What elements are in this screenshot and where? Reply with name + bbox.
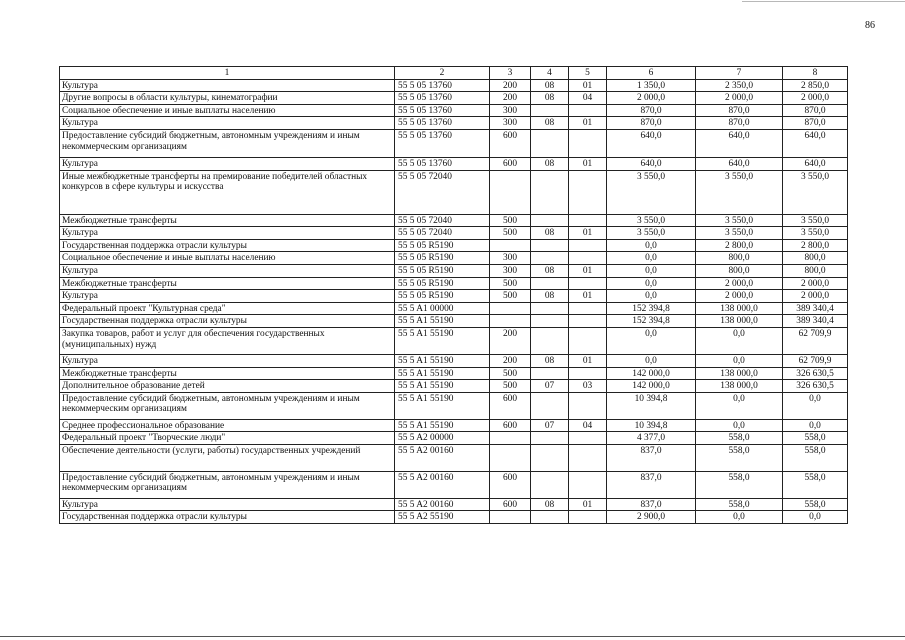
amount-cell-7: 640,0 [696,157,783,170]
code-cell: 55 5 05 13760 [395,104,490,117]
type-cell: 200 [490,354,531,367]
amount-cell-7: 2 000,0 [696,290,783,303]
section-cell [531,392,569,419]
amount-cell-6: 0,0 [607,354,696,367]
col-header-3: 3 [490,67,531,80]
amount-cell-7: 800,0 [696,264,783,277]
name-cell: Культура [60,354,395,367]
amount-cell-7: 640,0 [696,129,783,157]
section-cell: 08 [531,264,569,277]
amount-cell-8: 640,0 [783,157,848,170]
type-cell: 200 [490,92,531,105]
amount-cell-6: 0,0 [607,264,696,277]
amount-cell-6: 837,0 [607,444,696,471]
subsection-cell [569,104,607,117]
type-cell: 600 [490,392,531,419]
section-cell [531,104,569,117]
amount-cell-7: 3 550,0 [696,214,783,227]
subsection-cell [569,471,607,498]
code-cell: 55 5 A1 55190 [395,315,490,328]
type-cell [490,170,531,214]
name-cell: Другие вопросы в области культуры, кинематографии [60,92,395,105]
table-row [60,214,848,227]
amount-cell-7: 870,0 [696,104,783,117]
amount-cell-7: 2 350,0 [696,79,783,92]
code-cell: 55 5 05 R5190 [395,252,490,265]
budget-table-container [59,66,847,524]
section-cell: 08 [531,92,569,105]
table-row [60,367,848,380]
amount-cell-6: 0,0 [607,239,696,252]
subsection-cell [569,277,607,290]
amount-cell-7: 0,0 [696,511,783,524]
name-cell: Культура [60,117,395,130]
code-cell: 55 5 05 13760 [395,117,490,130]
subsection-cell [569,302,607,315]
amount-cell-8: 558,0 [783,432,848,445]
amount-cell-8: 3 550,0 [783,170,848,214]
table-row [60,264,848,277]
section-cell [531,170,569,214]
amount-cell-6: 640,0 [607,129,696,157]
type-cell: 500 [490,290,531,303]
section-cell [531,432,569,445]
name-cell: Предоставление субсидий бюджетным, автономным учреждениям и иным некоммерческим организациям [60,129,395,157]
table-row [60,170,848,214]
table-row [60,392,848,419]
table-row [60,498,848,511]
amount-cell-7: 0,0 [696,354,783,367]
table-row [60,129,848,157]
type-cell [490,432,531,445]
subsection-cell: 01 [569,354,607,367]
amount-cell-8: 389 340,4 [783,302,848,315]
amount-cell-8: 2 850,0 [783,79,848,92]
code-cell: 55 5 05 R5190 [395,264,490,277]
amount-cell-6: 0,0 [607,327,696,354]
budget-table [59,66,848,524]
type-cell: 600 [490,471,531,498]
type-cell: 200 [490,327,531,354]
amount-cell-7: 138 000,0 [696,367,783,380]
section-cell [531,302,569,315]
subsection-cell [569,392,607,419]
subsection-cell [569,214,607,227]
amount-cell-6: 2 900,0 [607,511,696,524]
subsection-cell: 01 [569,117,607,130]
code-cell: 55 5 A2 00160 [395,471,490,498]
type-cell: 300 [490,264,531,277]
code-cell: 55 5 A2 00160 [395,498,490,511]
section-cell [531,129,569,157]
amount-cell-7: 0,0 [696,327,783,354]
name-cell: Культура [60,498,395,511]
code-cell: 55 5 A1 55190 [395,354,490,367]
code-cell: 55 5 A1 55190 [395,392,490,419]
table-row [60,419,848,432]
table-row [60,432,848,445]
name-cell: Государственная поддержка отрасли культуры [60,239,395,252]
amount-cell-7: 558,0 [696,498,783,511]
type-cell: 500 [490,214,531,227]
table-row [60,252,848,265]
table-row [60,79,848,92]
type-cell [490,444,531,471]
section-cell: 08 [531,290,569,303]
section-cell [531,277,569,290]
amount-cell-6: 837,0 [607,498,696,511]
subsection-cell [569,315,607,328]
section-cell: 07 [531,380,569,393]
name-cell: Обеспечение деятельности (услуги, работы) государственных учреждений [60,444,395,471]
table-row [60,157,848,170]
amount-cell-7: 0,0 [696,419,783,432]
subsection-cell: 01 [569,157,607,170]
code-cell: 55 5 A1 55190 [395,380,490,393]
amount-cell-8: 326 630,5 [783,367,848,380]
subsection-cell: 01 [569,264,607,277]
table-row [60,117,848,130]
amount-cell-8: 800,0 [783,252,848,265]
subsection-cell [569,511,607,524]
type-cell: 500 [490,277,531,290]
subsection-cell [569,129,607,157]
type-cell: 600 [490,157,531,170]
amount-cell-7: 558,0 [696,432,783,445]
type-cell: 500 [490,227,531,240]
col-header-6: 6 [607,67,696,80]
amount-cell-7: 138 000,0 [696,380,783,393]
name-cell: Государственная поддержка отрасли культуры [60,511,395,524]
name-cell: Федеральный проект "Творческие люди" [60,432,395,445]
type-cell: 300 [490,252,531,265]
amount-cell-8: 3 550,0 [783,227,848,240]
section-cell [531,444,569,471]
section-cell [531,327,569,354]
amount-cell-8: 2 000,0 [783,92,848,105]
code-cell: 55 5 05 R5190 [395,290,490,303]
amount-cell-6: 10 394,8 [607,419,696,432]
amount-cell-8: 640,0 [783,129,848,157]
amount-cell-6: 837,0 [607,471,696,498]
subsection-cell: 04 [569,419,607,432]
amount-cell-6: 870,0 [607,117,696,130]
name-cell: Культура [60,264,395,277]
amount-cell-8: 2 000,0 [783,290,848,303]
name-cell: Межбюджетные трансферты [60,214,395,227]
top-rule [742,1,905,2]
table-row [60,227,848,240]
section-cell: 08 [531,354,569,367]
table-row [60,327,848,354]
section-cell: 08 [531,79,569,92]
type-cell [490,302,531,315]
amount-cell-7: 2 000,0 [696,277,783,290]
subsection-cell: 03 [569,380,607,393]
section-cell: 08 [531,117,569,130]
amount-cell-6: 152 394,8 [607,302,696,315]
amount-cell-8: 558,0 [783,498,848,511]
section-cell [531,367,569,380]
code-cell: 55 5 A1 55190 [395,327,490,354]
amount-cell-8: 0,0 [783,511,848,524]
amount-cell-6: 10 394,8 [607,392,696,419]
code-cell: 55 5 05 72040 [395,214,490,227]
type-cell: 600 [490,498,531,511]
section-cell [531,471,569,498]
table-row [60,380,848,393]
name-cell: Предоставление субсидий бюджетным, автономным учреждениям и иным некоммерческим организациям [60,392,395,419]
name-cell: Государственная поддержка отрасли культуры [60,315,395,328]
code-cell: 55 5 05 13760 [395,129,490,157]
amount-cell-6: 142 000,0 [607,380,696,393]
code-cell: 55 5 A1 55190 [395,367,490,380]
amount-cell-8: 2 800,0 [783,239,848,252]
amount-cell-7: 800,0 [696,252,783,265]
table-row [60,290,848,303]
table-row [60,104,848,117]
amount-cell-8: 558,0 [783,471,848,498]
code-cell: 55 5 05 R5190 [395,277,490,290]
subsection-cell [569,252,607,265]
type-cell: 600 [490,419,531,432]
name-cell: Культура [60,79,395,92]
amount-cell-6: 870,0 [607,104,696,117]
table-row [60,239,848,252]
name-cell: Межбюджетные трансферты [60,367,395,380]
code-cell: 55 5 05 72040 [395,227,490,240]
amount-cell-6: 0,0 [607,277,696,290]
name-cell: Федеральный проект "Культурная среда" [60,302,395,315]
section-cell [531,315,569,328]
subsection-cell: 01 [569,79,607,92]
amount-cell-7: 2 800,0 [696,239,783,252]
table-row [60,302,848,315]
amount-cell-8: 2 000,0 [783,277,848,290]
name-cell: Культура [60,290,395,303]
amount-cell-6: 142 000,0 [607,367,696,380]
amount-cell-6: 3 550,0 [607,214,696,227]
name-cell: Предоставление субсидий бюджетным, автономным учреждениям и иным некоммерческим организациям [60,471,395,498]
subsection-cell [569,432,607,445]
code-cell: 55 5 05 13760 [395,157,490,170]
amount-cell-8: 0,0 [783,392,848,419]
subsection-cell: 01 [569,498,607,511]
amount-cell-6: 640,0 [607,157,696,170]
table-row [60,444,848,471]
code-cell: 55 5 A2 00160 [395,444,490,471]
subsection-cell [569,239,607,252]
section-cell [531,511,569,524]
section-cell [531,239,569,252]
col-header-2: 2 [395,67,490,80]
name-cell: Культура [60,227,395,240]
amount-cell-8: 62 709,9 [783,327,848,354]
subsection-cell [569,367,607,380]
type-cell: 500 [490,367,531,380]
code-cell: 55 5 05 72040 [395,170,490,214]
amount-cell-6: 152 394,8 [607,315,696,328]
type-cell [490,511,531,524]
amount-cell-8: 326 630,5 [783,380,848,393]
name-cell: Среднее профессиональное образование [60,419,395,432]
amount-cell-6: 1 350,0 [607,79,696,92]
amount-cell-6: 2 000,0 [607,92,696,105]
type-cell: 500 [490,380,531,393]
col-header-7: 7 [696,67,783,80]
type-cell: 300 [490,104,531,117]
table-row [60,511,848,524]
section-cell: 08 [531,227,569,240]
amount-cell-7: 2 000,0 [696,92,783,105]
section-cell [531,214,569,227]
type-cell [490,315,531,328]
subsection-cell: 01 [569,290,607,303]
amount-cell-7: 0,0 [696,392,783,419]
type-cell [490,239,531,252]
header-row [60,67,848,80]
type-cell: 600 [490,129,531,157]
name-cell: Закупка товаров, работ и услуг для обеспечения государственных (муниципальных) нужд [60,327,395,354]
amount-cell-6: 0,0 [607,252,696,265]
code-cell: 55 5 05 13760 [395,92,490,105]
table-row [60,354,848,367]
col-header-5: 5 [569,67,607,80]
subsection-cell: 01 [569,227,607,240]
amount-cell-8: 62 709,9 [783,354,848,367]
name-cell: Культура [60,157,395,170]
name-cell: Социальное обеспечение и иные выплаты населению [60,252,395,265]
code-cell: 55 5 A1 00000 [395,302,490,315]
amount-cell-7: 558,0 [696,471,783,498]
amount-cell-8: 558,0 [783,444,848,471]
amount-cell-7: 558,0 [696,444,783,471]
code-cell: 55 5 A2 55190 [395,511,490,524]
amount-cell-7: 3 550,0 [696,170,783,214]
code-cell: 55 5 A2 00000 [395,432,490,445]
col-header-1: 1 [60,67,395,80]
code-cell: 55 5 05 13760 [395,79,490,92]
table-row [60,471,848,498]
amount-cell-8: 870,0 [783,117,848,130]
table-row [60,92,848,105]
amount-cell-7: 3 550,0 [696,227,783,240]
section-cell: 07 [531,419,569,432]
amount-cell-6: 4 377,0 [607,432,696,445]
bottom-rule [0,636,905,637]
amount-cell-7: 138 000,0 [696,315,783,328]
section-cell [531,252,569,265]
subsection-cell: 04 [569,92,607,105]
amount-cell-6: 0,0 [607,290,696,303]
subsection-cell [569,327,607,354]
type-cell: 200 [490,79,531,92]
amount-cell-7: 870,0 [696,117,783,130]
section-cell: 08 [531,498,569,511]
col-header-8: 8 [783,67,848,80]
amount-cell-8: 3 550,0 [783,214,848,227]
table-row [60,315,848,328]
table-row [60,277,848,290]
subsection-cell [569,444,607,471]
name-cell: Социальное обеспечение и иные выплаты населению [60,104,395,117]
code-cell: 55 5 A1 55190 [395,419,490,432]
name-cell: Дополнительное образование детей [60,380,395,393]
section-cell: 08 [531,157,569,170]
subsection-cell [569,170,607,214]
amount-cell-8: 870,0 [783,104,848,117]
type-cell: 300 [490,117,531,130]
name-cell: Межбюджетные трансферты [60,277,395,290]
amount-cell-6: 3 550,0 [607,170,696,214]
code-cell: 55 5 05 R5190 [395,239,490,252]
table-body [60,79,848,523]
amount-cell-8: 389 340,4 [783,315,848,328]
amount-cell-8: 0,0 [783,419,848,432]
amount-cell-7: 138 000,0 [696,302,783,315]
amount-cell-6: 3 550,0 [607,227,696,240]
col-header-4: 4 [531,67,569,80]
page-number: 86 [865,20,875,31]
amount-cell-8: 800,0 [783,264,848,277]
name-cell: Иные межбюджетные трансферты на премирование победителей областных конкурсов в сфере культуры и искусства [60,170,395,214]
